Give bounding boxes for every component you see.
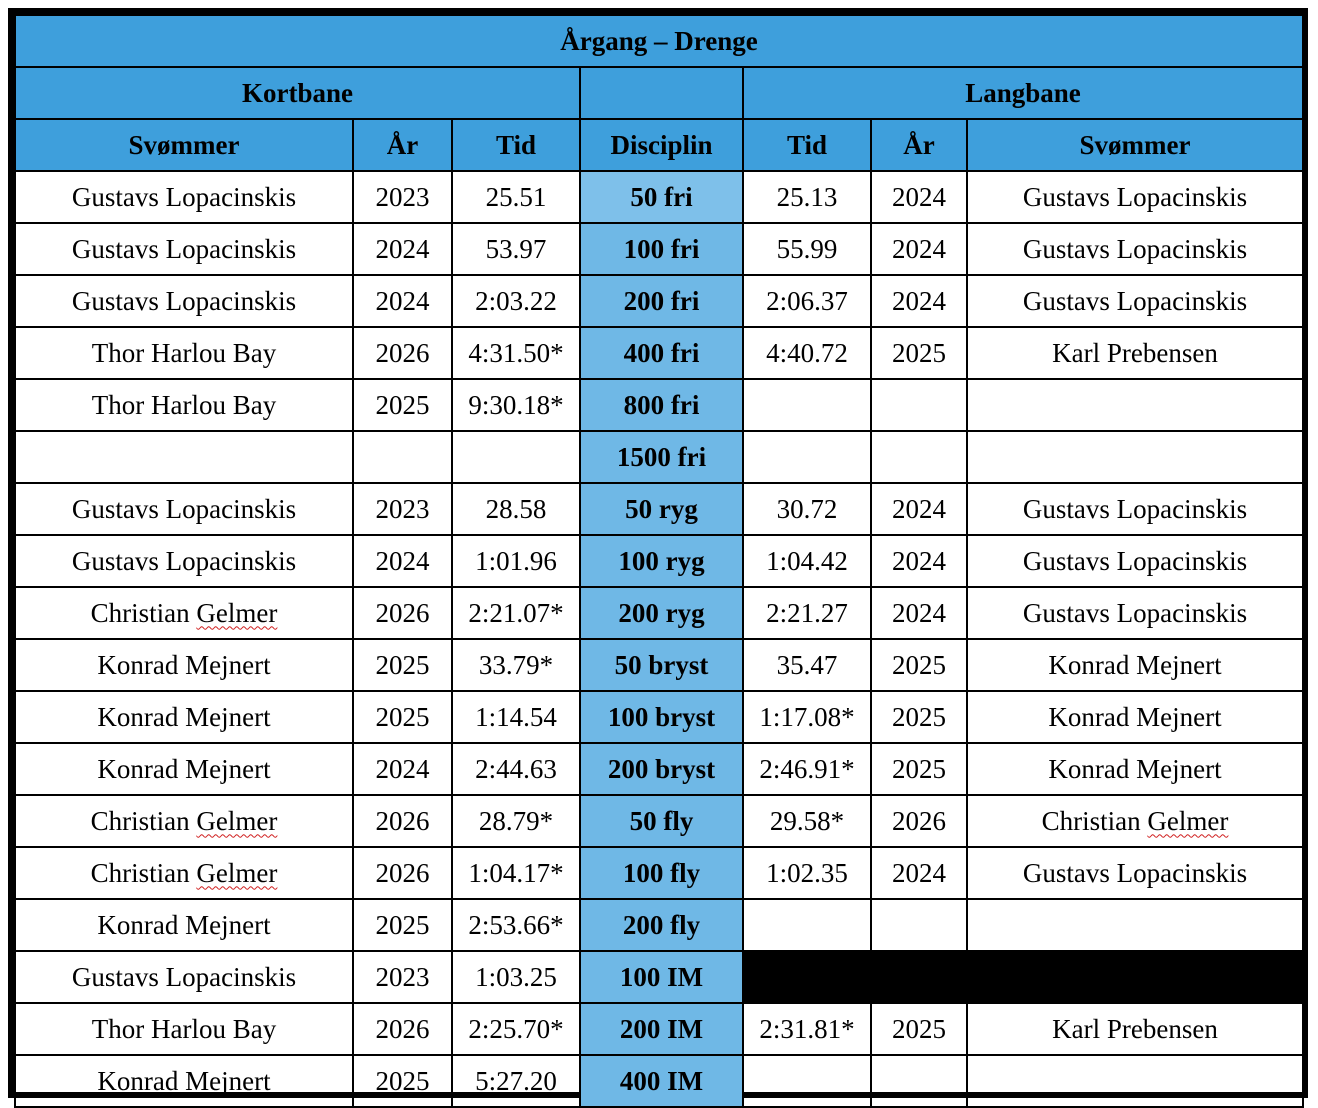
short-course-year: 2024 [353,223,452,275]
long-course-year: 2024 [871,535,967,587]
swimmer-name: Konrad Mejnert [97,753,271,784]
long-course-swimmer [967,171,1303,223]
short-course-time [452,431,580,483]
swimmer-name: Thor Harlou Bay [91,337,277,368]
records-table-frame [8,8,1308,1098]
long-course-swimmer [967,1003,1303,1055]
table-row [15,795,1303,847]
long-course-swimmer [967,1055,1303,1107]
long-course-swimmer [967,379,1303,431]
long-course-swimmer [967,587,1303,639]
table-row [15,691,1303,743]
short-course-swimmer [15,483,353,535]
short-course-time: 4:31.50* [452,327,580,379]
swimmer-surname: Gelmer [1147,805,1229,836]
swimmer-name: Gustavs Lopacinskis [71,545,297,576]
short-course-swimmer [15,223,353,275]
short-course-time: 1:03.25 [452,951,580,1003]
short-course-year: 2025 [353,691,452,743]
section-middle [580,67,743,119]
short-course-swimmer [15,275,353,327]
short-course-year: 2024 [353,743,452,795]
discipline-cell: 100 ryg [580,535,743,587]
long-course-year: 2026 [871,795,967,847]
short-course-year: 2023 [353,483,452,535]
short-course-year: 2025 [353,899,452,951]
long-course-time [743,379,871,431]
short-course-year: 2026 [353,587,452,639]
table-row [15,483,1303,535]
short-course-swimmer [15,535,353,587]
col-header-discipline: Disciplin [580,119,743,171]
swimmer-name: Gustavs Lopacinskis [71,181,297,212]
short-course-swimmer [15,795,353,847]
long-course-year: 2024 [871,171,967,223]
short-course-year: 2024 [353,275,452,327]
long-course-year: 2024 [871,223,967,275]
long-course-year [871,1055,967,1107]
long-course-year: 2025 [871,327,967,379]
long-course-swimmer [967,691,1303,743]
discipline-cell: 200 fly [580,899,743,951]
long-course-time [743,1055,871,1107]
table-row [15,327,1303,379]
short-course-time: 9:30.18* [452,379,580,431]
swimmer-name: Thor Harlou Bay [91,389,277,420]
short-course-year: 2026 [353,1003,452,1055]
long-course-year: 2024 [871,275,967,327]
long-course-swimmer [967,327,1303,379]
table-row [15,171,1303,223]
long-course-time: 35.47 [743,639,871,691]
swimmer-name: Christian [1041,805,1148,836]
col-header-year-long: År [871,119,967,171]
short-course-swimmer [15,951,353,1003]
long-course-time: 30.72 [743,483,871,535]
long-course-swimmer [967,483,1303,535]
short-course-time: 28.79* [452,795,580,847]
discipline-cell: 800 fri [580,379,743,431]
table-row [15,899,1303,951]
section-kortbane: Kortbane [15,67,580,119]
discipline-cell: 200 fri [580,275,743,327]
short-course-swimmer [15,379,353,431]
swimmer-name: Konrad Mejnert [97,1065,271,1096]
long-course-swimmer [967,275,1303,327]
long-course-time: 25.13 [743,171,871,223]
section-langbane: Langbane [743,67,1303,119]
short-course-swimmer [15,1055,353,1107]
swimmer-surname: Gelmer [196,597,278,628]
swimmer-name: Karl Prebensen [1052,337,1218,368]
short-course-time: 2:21.07* [452,587,580,639]
swimmer-name: Konrad Mejnert [1048,701,1222,732]
short-course-time: 1:14.54 [452,691,580,743]
long-course-swimmer [967,795,1303,847]
long-course-year: 2025 [871,639,967,691]
short-course-time: 53.97 [452,223,580,275]
long-course-time: 2:06.37 [743,275,871,327]
long-course-time [743,431,871,483]
short-course-time: 2:25.70* [452,1003,580,1055]
short-course-swimmer [15,1003,353,1055]
long-course-time: 29.58* [743,795,871,847]
discipline-cell: 50 fly [580,795,743,847]
short-course-year: 2025 [353,639,452,691]
short-course-time: 2:03.22 [452,275,580,327]
table-row [15,275,1303,327]
table-row [15,743,1303,795]
swimmer-name: Christian [90,597,197,628]
swimmer-name: Gustavs Lopacinskis [71,961,297,992]
short-course-swimmer [15,691,353,743]
discipline-cell: 100 fri [580,223,743,275]
swimmer-name: Gustavs Lopacinskis [71,493,297,524]
discipline-cell: 50 bryst [580,639,743,691]
short-course-year: 2025 [353,379,452,431]
discipline-cell: 100 fly [580,847,743,899]
swimmer-surname: Gelmer [196,857,278,888]
long-course-year: 2024 [871,483,967,535]
long-course-year [871,379,967,431]
swimmer-name: Gustavs Lopacinskis [71,285,297,316]
short-course-time: 28.58 [452,483,580,535]
short-course-time: 1:04.17* [452,847,580,899]
discipline-cell: 1500 fri [580,431,743,483]
swimmer-name: Konrad Mejnert [97,701,271,732]
swimmer-name: Gustavs Lopacinskis [1022,857,1248,888]
discipline-cell: 400 IM [580,1055,743,1107]
swimmer-name: Karl Prebensen [1052,1013,1218,1044]
table-row [15,379,1303,431]
short-course-year: 2024 [353,535,452,587]
long-course-swimmer [967,535,1303,587]
long-course-swimmer [967,639,1303,691]
short-course-year: 2025 [353,1055,452,1107]
long-course-year: 2024 [871,587,967,639]
swimmer-name: Thor Harlou Bay [91,1013,277,1044]
long-course-year [871,431,967,483]
table-title: Årgang – Drenge [15,15,1303,67]
col-header-time-long: Tid [743,119,871,171]
table-row [15,1003,1303,1055]
long-course-time: 1:17.08* [743,691,871,743]
long-course-time: 1:02.35 [743,847,871,899]
short-course-swimmer [15,431,353,483]
swimmer-surname: Gelmer [196,805,278,836]
long-course-year: 2025 [871,691,967,743]
discipline-cell: 400 fri [580,327,743,379]
short-course-time: 2:44.63 [452,743,580,795]
long-course-time: 4:40.72 [743,327,871,379]
discipline-cell: 200 IM [580,1003,743,1055]
table-row [15,587,1303,639]
col-header-swimmer-long: Svømmer [967,119,1303,171]
table-row [15,951,1303,1003]
long-course-swimmer [967,431,1303,483]
records-table [14,14,1304,1108]
short-course-swimmer [15,587,353,639]
swimmer-name: Konrad Mejnert [1048,649,1222,680]
short-course-year: 2023 [353,171,452,223]
col-header-swimmer-short: Svømmer [15,119,353,171]
short-course-swimmer [15,847,353,899]
long-course-time: 55.99 [743,223,871,275]
swimmer-name: Konrad Mejnert [97,649,271,680]
long-course-swimmer [967,743,1303,795]
blacked-out-cell [743,951,1303,1003]
discipline-cell: 100 bryst [580,691,743,743]
short-course-time: 25.51 [452,171,580,223]
long-course-year: 2024 [871,847,967,899]
swimmer-name: Konrad Mejnert [97,909,271,940]
long-course-time: 2:21.27 [743,587,871,639]
short-course-year: 2023 [353,951,452,1003]
swimmer-name: Konrad Mejnert [1048,753,1222,784]
table-row [15,639,1303,691]
swimmer-name: Gustavs Lopacinskis [1022,597,1248,628]
short-course-time: 33.79* [452,639,580,691]
short-course-year: 2026 [353,847,452,899]
swimmer-name: Christian [90,805,197,836]
long-course-year: 2025 [871,743,967,795]
short-course-year: 2026 [353,795,452,847]
short-course-time: 5:27.20 [452,1055,580,1107]
swimmer-name: Gustavs Lopacinskis [1022,285,1248,316]
short-course-swimmer [15,743,353,795]
short-course-time: 1:01.96 [452,535,580,587]
short-course-swimmer [15,171,353,223]
table-row [15,1055,1303,1107]
short-course-year: 2026 [353,327,452,379]
discipline-cell: 50 ryg [580,483,743,535]
long-course-time: 2:31.81* [743,1003,871,1055]
long-course-swimmer [967,899,1303,951]
col-header-year-short: År [353,119,452,171]
table-row [15,223,1303,275]
short-course-swimmer [15,639,353,691]
short-course-time: 2:53.66* [452,899,580,951]
discipline-cell: 200 ryg [580,587,743,639]
discipline-cell: 100 IM [580,951,743,1003]
swimmer-name: Gustavs Lopacinskis [1022,233,1248,264]
table-row [15,847,1303,899]
long-course-swimmer [967,847,1303,899]
swimmer-name: Gustavs Lopacinskis [1022,493,1248,524]
col-header-time-short: Tid [452,119,580,171]
swimmer-name: Christian [90,857,197,888]
long-course-time: 2:46.91* [743,743,871,795]
long-course-time: 1:04.42 [743,535,871,587]
discipline-cell: 200 bryst [580,743,743,795]
discipline-cell: 50 fri [580,171,743,223]
long-course-year [871,899,967,951]
short-course-year [353,431,452,483]
swimmer-name: Gustavs Lopacinskis [1022,181,1248,212]
long-course-year: 2025 [871,1003,967,1055]
swimmer-name: Gustavs Lopacinskis [71,233,297,264]
long-course-time [743,899,871,951]
table-row [15,431,1303,483]
long-course-swimmer [967,223,1303,275]
swimmer-name: Gustavs Lopacinskis [1022,545,1248,576]
short-course-swimmer [15,327,353,379]
table-row [15,535,1303,587]
short-course-swimmer [15,899,353,951]
